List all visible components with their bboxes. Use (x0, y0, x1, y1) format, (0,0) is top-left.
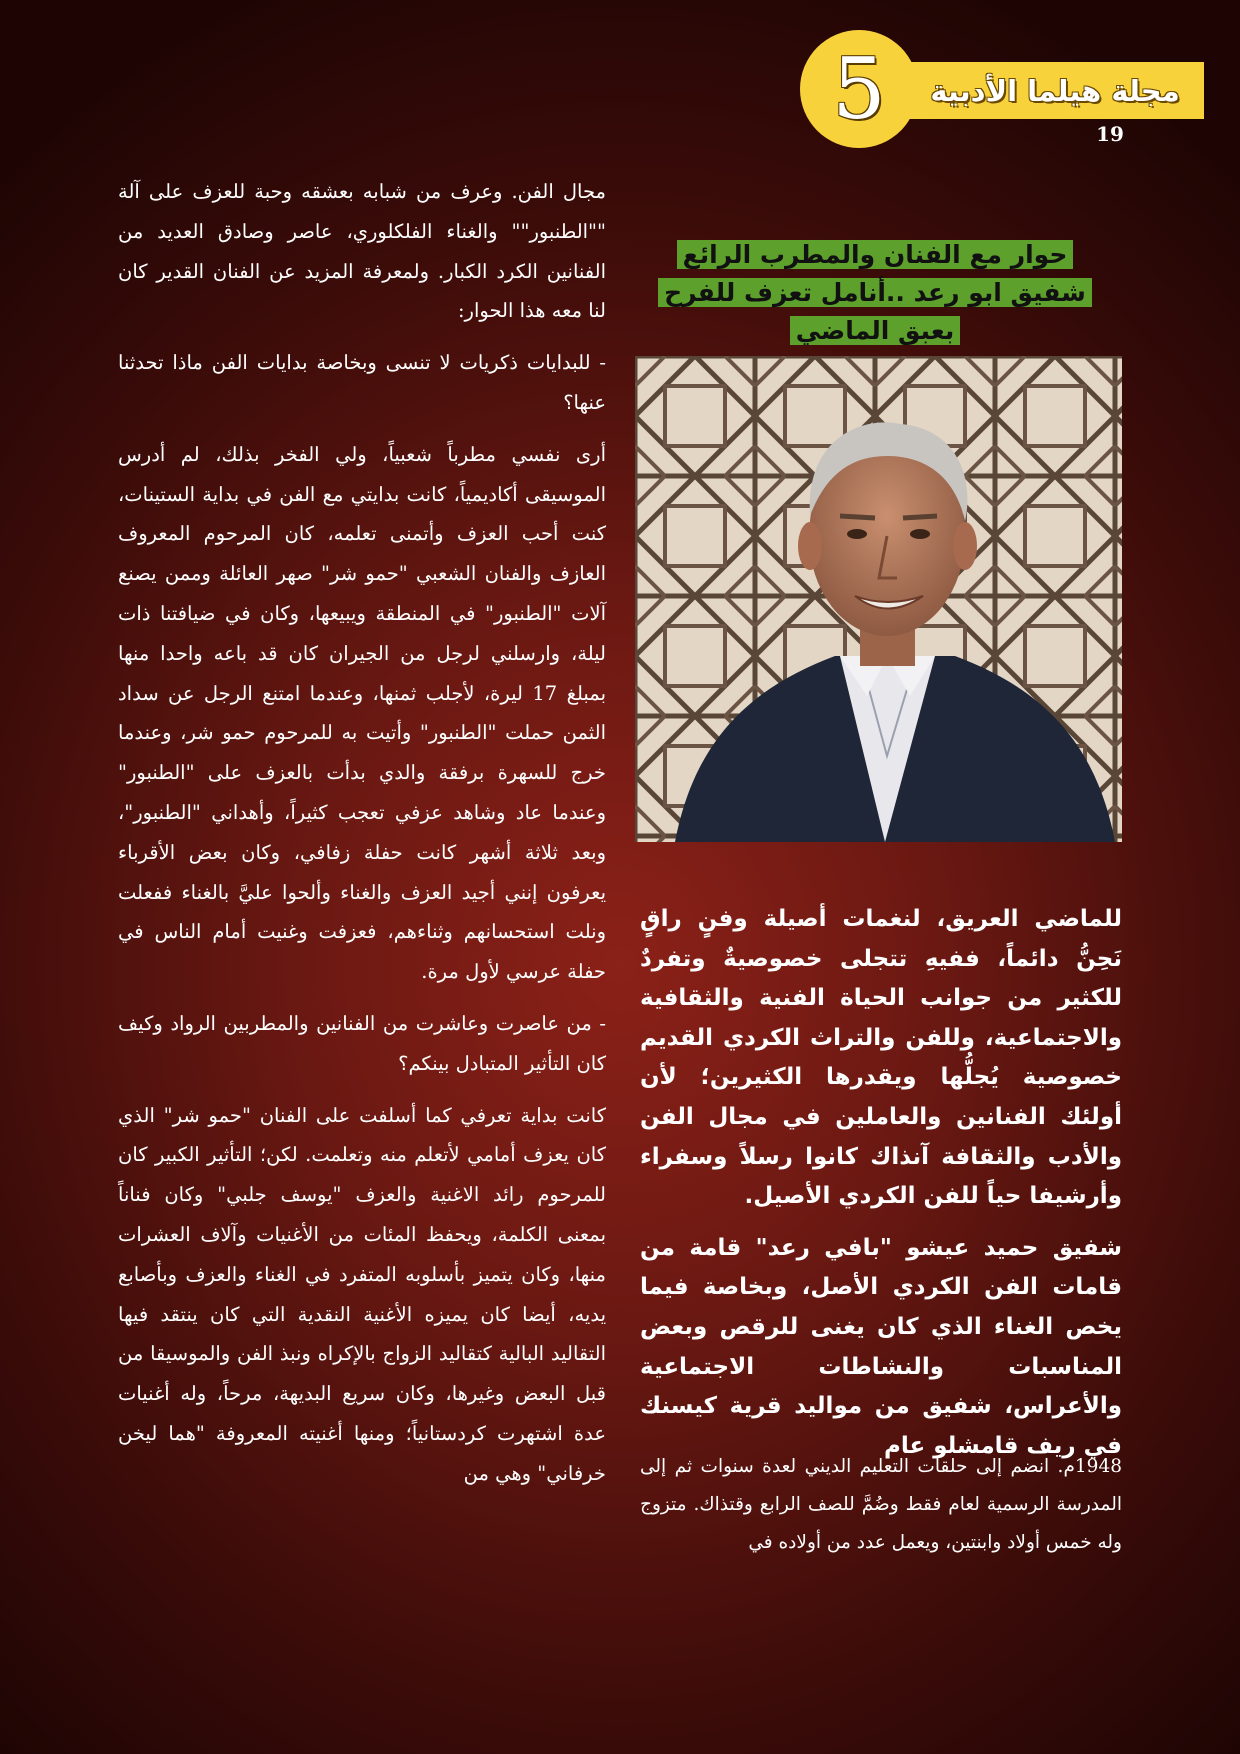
left-article-column (118, 172, 606, 1506)
interview-answer-2: كانت بداية تعرفي كما أسلفت على الفنان "حمو شر" الذي كان يعزف أمامي لأتعلم منه وتعلمت. لكن؛ التأثير الكبير كان للمرحوم رائد الاغنية والعزف "يوسف جلبي" وكان فناناً بمعنى الكلمة، ويحفظ المئات من الأغنيات وآلاف العشرات منها، وكان يتميز بأسلوبه المتفرد في الغناء والعزف وبأصابع يديه، أيضا كان يميزه الأغنية النقدية التي كان ينتقد فيها التقاليد البالية كتقاليد الزواج بالإكراه ونبذ الفن والموسيقا من قبل البعض وغيرها، وكان سريع البديهة، مرحاً، وله أغنيات عدة اشتهرت كردستانياً؛ ومنها أغنيته المعروفة "هما ليخن خرفاني" وهي من (118, 1103, 606, 1485)
magazine-title: مجلة هيلما الأدبية (930, 73, 1180, 108)
headline-line-1: حوار مع الفنان والمطرب الرائع (677, 240, 1074, 269)
bio-paragraph: شفيق حميد عيشو "بافي رعد" قامة من قامات الفن الكردي الأصل، وبخاصة فيما يخص الغناء الذي كان يغنى للرقص وبعض المناسبات والنشاطات الاجتماعية والأعراس، شفيق من مواليد قرية كيسنك في ريف قامشلو عام (640, 1234, 1122, 1459)
interviewee-photo (635, 356, 1122, 842)
bio-paragraph-small-text: 1948م. انضم إلى حلقات التعليم الديني لعدة سنوات ثم إلى المدرسة الرسمية لعام فقط وضُمَّ للصف الرابع وقتذاك. متزوج وله خمس أولاد وابنتين، ويعمل عدد من أولاده في (640, 1456, 1122, 1553)
issue-number-badge: 5 (800, 30, 918, 148)
headline-line-2: شفيق ابو رعد ..أنامل تعزف للفرح (658, 278, 1092, 307)
right-article-column (640, 900, 1122, 1478)
interview-answer-1: أرى نفسي مطرباً شعبياً، ولي الفخر بذلك، لم أدرس الموسيقى أكاديمياً، كانت بدايتي مع الفن في بداية الستينات، كنت أحب العزف وأتمنى تعلمه، كان المرحوم المعروف العازف والفنان الشعبي "حمو شر" صهر العائلة وممن يصنع آلات "الطنبور" في المنطقة ويبيعها، وكان في ضيافتنا ذات ليلة، وارسلني لرجل من الجيران كان قد باعه واحدا منها بمبلغ 17 ليرة، لأجلب ثمنها، وعندما امتنع الرجل عن سداد الثمن حملت "الطنبور" وأتيت به للمرحوم حمو شر، وعندما خرج للسهرة برفقة والدي بدأت بالعزف على "الطنبور" وعندما عاد وشاهد عزفي تعجب كثيراً، وأهداني "الطنبور"، وبعد ثلاثة أشهر كانت حفلة زفافي، وكان بعض الأقرباء يعرفون إنني أجيد العزف والغناء وألحوا عليَّ بالغناء ففعلت ونلت استحسانهم وثناءهم، فعزفت وغنيت أمام الناس في حفلة عرسي لأول مرة. (118, 442, 606, 984)
interview-question-2: - من عاصرت وعاشرت من الفنانين والمطربين الرواد وكيف كان التأثير المتبادل بينكم؟ (118, 1011, 606, 1075)
interview-question-1: - للبدايات ذكريات لا تنسى وبخاصة بدايات الفن ماذا تحدثنا عنها؟ (118, 351, 606, 414)
lead-paragraph: للماضي العريق، لنغمات أصيلة وفنٍ راقٍ نَحِنُّ دائماً، ففيهِ تتجلى خصوصيةٌ وتفردٌ للكثير من جوانب الحياة الفنية والثقافية والاجتماعية، وللفن والتراث الكردي القديم خصوصية يُجلُّها ويقدرها الكثيرين؛ لأن أولئك الفنانين والعاملين في مجال الفن والأدب والثقافة آنذاك كانوا رسلاً وسفراء وأرشيفا حياً للفن الكردي الأصيل. (640, 906, 1122, 1210)
intro-paragraph-continued: مجال الفن. وعرف من شبابه بعشقه وحبة للعزف على آلة ""الطنبور"" والغناء الفلكلوري، عاصر وصادق العديد من الفنانين الكرد الكبار. ولمعرفة المزيد عن الفنان القدير كان لنا معه هذا الحوار: (118, 180, 606, 323)
portrait-illustration (635, 356, 1122, 842)
headline-line-3: بعبق الماضي (790, 316, 961, 345)
article-headline (640, 236, 1110, 350)
page-number: 19 (1096, 122, 1124, 146)
